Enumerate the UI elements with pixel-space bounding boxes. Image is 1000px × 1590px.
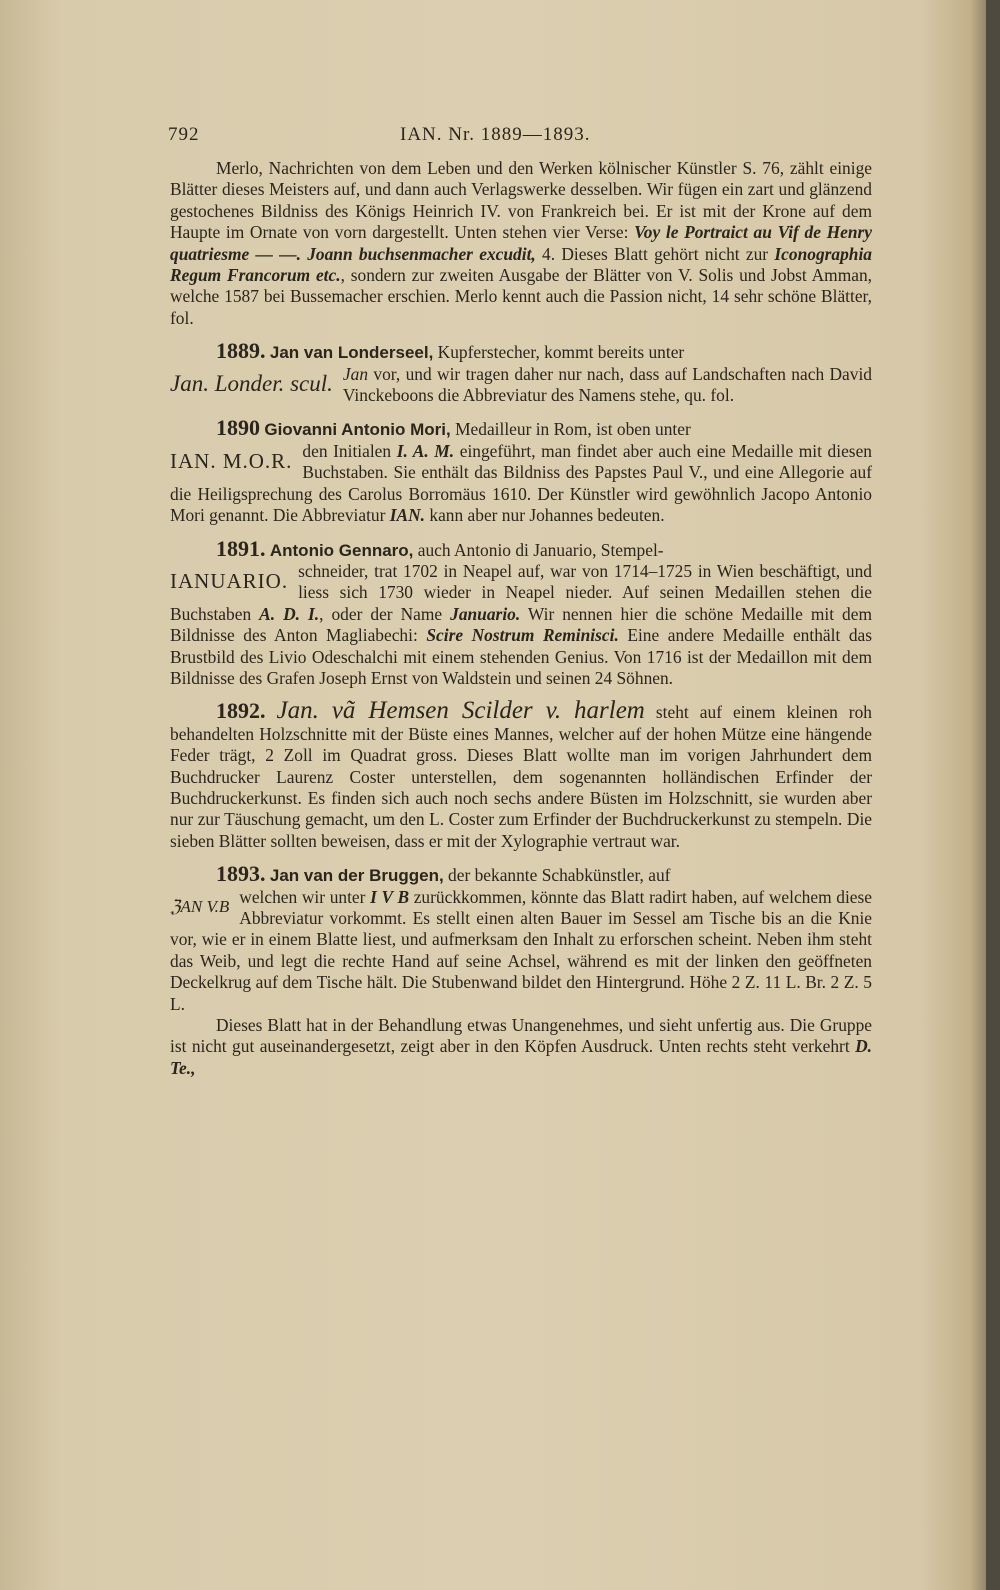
monogram: IANUARIO. [170,568,289,593]
page-content [170,118,872,1079]
artist-name: Jan van der Bruggen, [269,866,444,886]
artist-name: Giovanni Antonio Mori, [264,420,451,440]
entry-1893: 1893. Jan van der Bruggen, der bekannte Schabkünstler, auf ℨAN V.B welchen wir unter I V B zurückkommen, könnte das Blatt radirt haben, auf welchem diese Abbreviatur vorkommt. Es stellt einen alten Bauer im Sessel am Tische bis an die Knie vor, wie er in einem Blatte liest, und aufmerksam den Inhalt zu erforschen scheint. Neben ihm steht das Weib, und legt die rechte Hand auf seine Achsel, während es mit der linken den geöffneten Deckelkrug auf dem Tische hält. Die Stubenwand bildet den Hintergrund. Höhe 2 Z. 11 L. Br. 2 Z. 5 L. Dieses Blatt hat in der Behandlung etwas Unangenehmes, und sieht unfertig aus. Die Gruppe ist nicht gut auseinandergesetzt, zeigt aber in den Köpfen Ausdruck. Unten rechts steht verkehrt D. Te., [170,861,872,1078]
running-header [170,118,872,158]
intro-paragraph: Merlo, Nachrichten von dem Leben und den Werken kölnischer Künstler S. 76, zählt einige Blätter dieses Meisters auf, und dann auch Verlagswerke desselben. Wir fügen ein zart und glänzend gestochenes Bildniss des Königs Heinrich IV. von Frankreich bei. Er ist mit der Krone auf dem Haupte im Ornate von vorn dargestellt. Unten stehen vier Verse: Voy le Portraict au Vif de Henry quatriesme — —. Joann buchsenmacher excudit, 4. Dieses Blatt gehört nicht zur Iconographia Regum Francorum etc., sondern zur zweiten Ausgabe der Blätter von V. Solis und Jobst Amman, welche 1587 bei Bussemacher erschien. Merlo kennt auch die Passion nicht, 14 sehr schöne Blätter, fol. [170,158,873,328]
entry-number: 1890 [216,415,260,441]
entry-1890: 1890 Giovanni Antonio Mori, Medailleur in Rom, ist oben unter IAN. M.O.R. den Initialen I. A. M. eingeführt, man findet aber auch eine Medaille mit diesen Buchstaben. Sie enthält das Bildniss des Papstes Paul V., und eine Allegorie auf die Heiligsprechung des Carolus Borromäus 1610. Der Künstler wird gewöhnlich Jacopo Antonio Mori genannt. Die Abbreviatur IAN. kann aber nur Johannes bedeuten. [170,415,872,526]
entry-1893-paragraph-2: Dieses Blatt hat in der Behandlung etwas Unangenehmes, und sieht unfertig aus. Die Gruppe ist nicht gut auseinandergesetzt, zeigt aber in den Köpfen Ausdruck. Unten rechts steht verkehrt D. Te., [170,1015,872,1078]
monogram: IAN. M.O.R. [170,448,293,473]
entry-1889: 1889. Jan van Londerseel, Kupferstecher, kommt bereits unter Jan. Londer. scul. Jan vor, und wir tragen daher nur nach, dass auf Landschaften nach David Vinckeboons die Abbreviatur des Namens stehe, qu. fol. [170,338,872,406]
artist-name: Jan van Londerseel, [269,343,434,363]
entry-number: 1892. [216,698,266,724]
page-edge-shadow [986,0,1000,1590]
page-number: 792 [168,124,200,145]
monogram: Jan. Londer. scul. [170,370,333,396]
inscription: Jan. vã Hemsen Scilder v. harlem [276,697,645,725]
entry-number: 1891. [216,535,266,561]
entry-number: 1889. [216,338,266,364]
entry-1892: 1892. Jan. vã Hemsen Scilder v. harlem steht auf einem kleinen roh behandelten Holzschnitte mit der Büste eines Mannes, welcher auf der hohen Mütze eine hängende Feder trägt, 2 Zoll im Quadrat gross. Dieses Blatt wollte man im vorigen Jahrhundert dem Buchdrucker Laurenz Coster unterstellen, dem sogenannten holländischen Erfinder der Buchdruckerkunst. Es finden sich auch noch sechs andere Büsten im Holzschnitt, sie wurden aber nur zur Täuschung gemacht, um den L. Coster zum Erfinder der Buchdruckerkunst zu stempeln. Die sieben Blätter sollten beweisen, dass er mit der Xylographie vertraut war. [170,697,872,851]
entry-1891: 1891. Antonio Gennaro, auch Antonio di Januario, Stempel- IANUARIO. schneider, trat 1702 in Neapel auf, war von 1714–1725 in Wien beschäftigt, und liess sich 1730 wieder in Neapel nieder. Auf seinen Medaillen stehen die Buchstaben A. D. I., oder der Name Januario. Wir nennen hier die schöne Medaille mit dem Bildnisse des Anton Magliabechi: Scire Nostrum Reminisci. Eine andere Medaille enthält das Brustbild des Livio Odeschalchi mit einem stehenden Genius. Von 1716 ist der Medaillon mit dem Bildnisse des Grafen Joseph Ernst von Waldstein und seinen 24 Söhnen. [170,535,872,688]
monogram: ℨAN V.B [170,896,230,916]
entry-number: 1893. [216,861,266,887]
running-title: IAN. Nr. 1889—1893. [400,124,591,145]
artist-name: Antonio Gennaro, [269,540,414,560]
